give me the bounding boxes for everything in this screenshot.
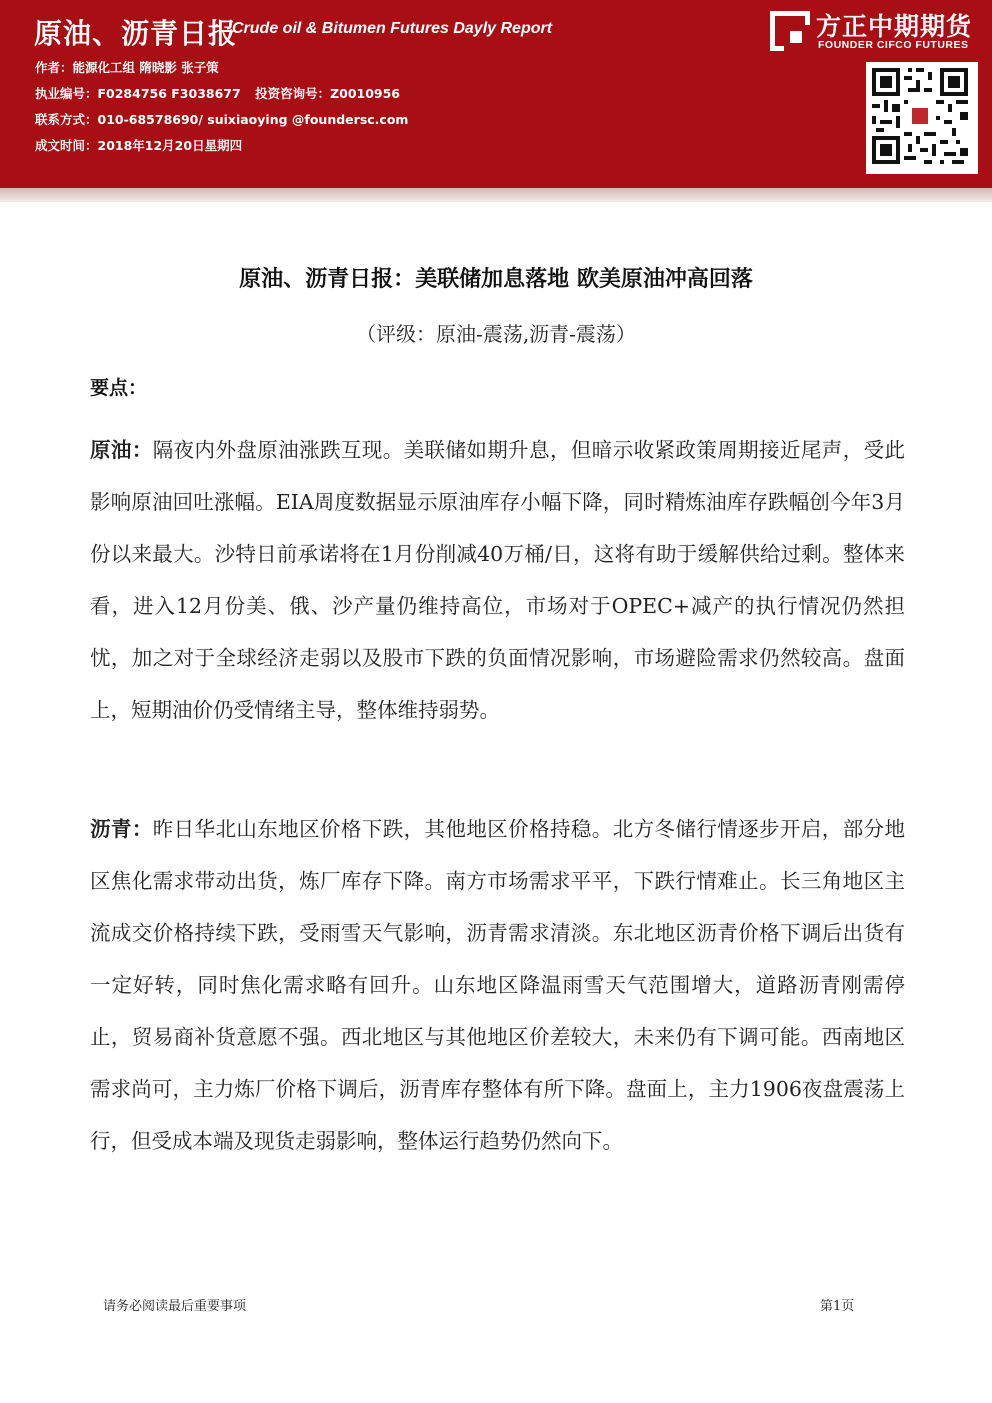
license-number: 执业编号：F0284756 F3038677 — [35, 86, 241, 101]
author-line: 作者：能源化工组 隋晓影 张子策 — [35, 60, 219, 75]
report-title-en: Crude oil & Bitumen Futures Dayly Report — [232, 20, 553, 37]
key-points-label: 要点： — [90, 377, 148, 399]
crude-oil-paragraph — [90, 424, 905, 736]
document-title: 原油、沥青日报：美联储加息落地 欧美原油冲高回落 — [239, 267, 753, 292]
advisory-number: 投资咨询号：Z0010956 — [255, 86, 401, 101]
qr-code-icon — [866, 62, 978, 174]
brand-logo — [770, 7, 985, 53]
brand-name-en: FOUNDER CIFCO FUTURES — [818, 39, 969, 51]
page-number: 第1页 — [820, 1299, 855, 1314]
header-divider — [0, 188, 992, 202]
contact-line: 联系方式：010-68578690/ suixiaoying @foundersc.com — [35, 112, 409, 127]
crude-oil-text: 隔夜内外盘原油涨跌互现。美联储如期升息，但暗示收紧政策周期接近尾声，受此影响原油回吐涨幅。EIA周度数据显示原油库存小幅下降，同时精炼油库存跌幅创今年3月份以来最大。沙特日前承诺将在1月份削减40万桶/日，这将有助于缓解供给过剩。整体来看，进入12月份美、俄、沙产量仍维持高位，市场对于OPEC+减产的执行情况仍然担忧，加之对于全球经济走弱以及股市下跌的负面情况影响，市场避险需求仍然较高。盘面上，短期油价仍受情绪主导，整体维持弱势。 — [90, 438, 906, 722]
crude-oil-lead: 原油： — [90, 438, 153, 462]
license-line — [35, 84, 410, 102]
report-title-zh: 原油、沥青日报 — [34, 17, 238, 50]
report-header — [0, 0, 992, 188]
bitumen-paragraph — [90, 803, 905, 1167]
brand-name-zh: 方正中期期货 — [816, 12, 973, 41]
date-line: 成文时间：2018年12月20日星期四 — [35, 138, 243, 153]
footer-notice: 请务必阅读最后重要事项 — [103, 1299, 247, 1314]
document-rating: （评级：原油-震荡,沥青-震荡） — [356, 322, 636, 346]
founder-logo-icon — [770, 11, 810, 51]
bitumen-text: 昨日华北山东地区价格下跌，其他地区价格持稳。北方冬储行情逐步开启，部分地区焦化需求带动出货，炼厂库存下降。南方市场需求平平，下跌行情难止。长三角地区主流成交价格持续下跌，受雨雪天气影响，沥青需求清淡。东北地区沥青价格下调后出货有一定好转，同时焦化需求略有回升。山东地区降温雨雪天气范围增大，道路沥青刚需停止，贸易商补货意愿不强。西北地区与其他地区价差较大，未来仍有下调可能。西南地区需求尚可，主力炼厂价格下调后，沥青库存整体有所下降。盘面上，主力1906夜盘震荡上行，但受成本端及现货走弱影响，整体运行趋势仍然向下。 — [90, 817, 906, 1153]
bitumen-lead: 沥青： — [90, 817, 153, 841]
